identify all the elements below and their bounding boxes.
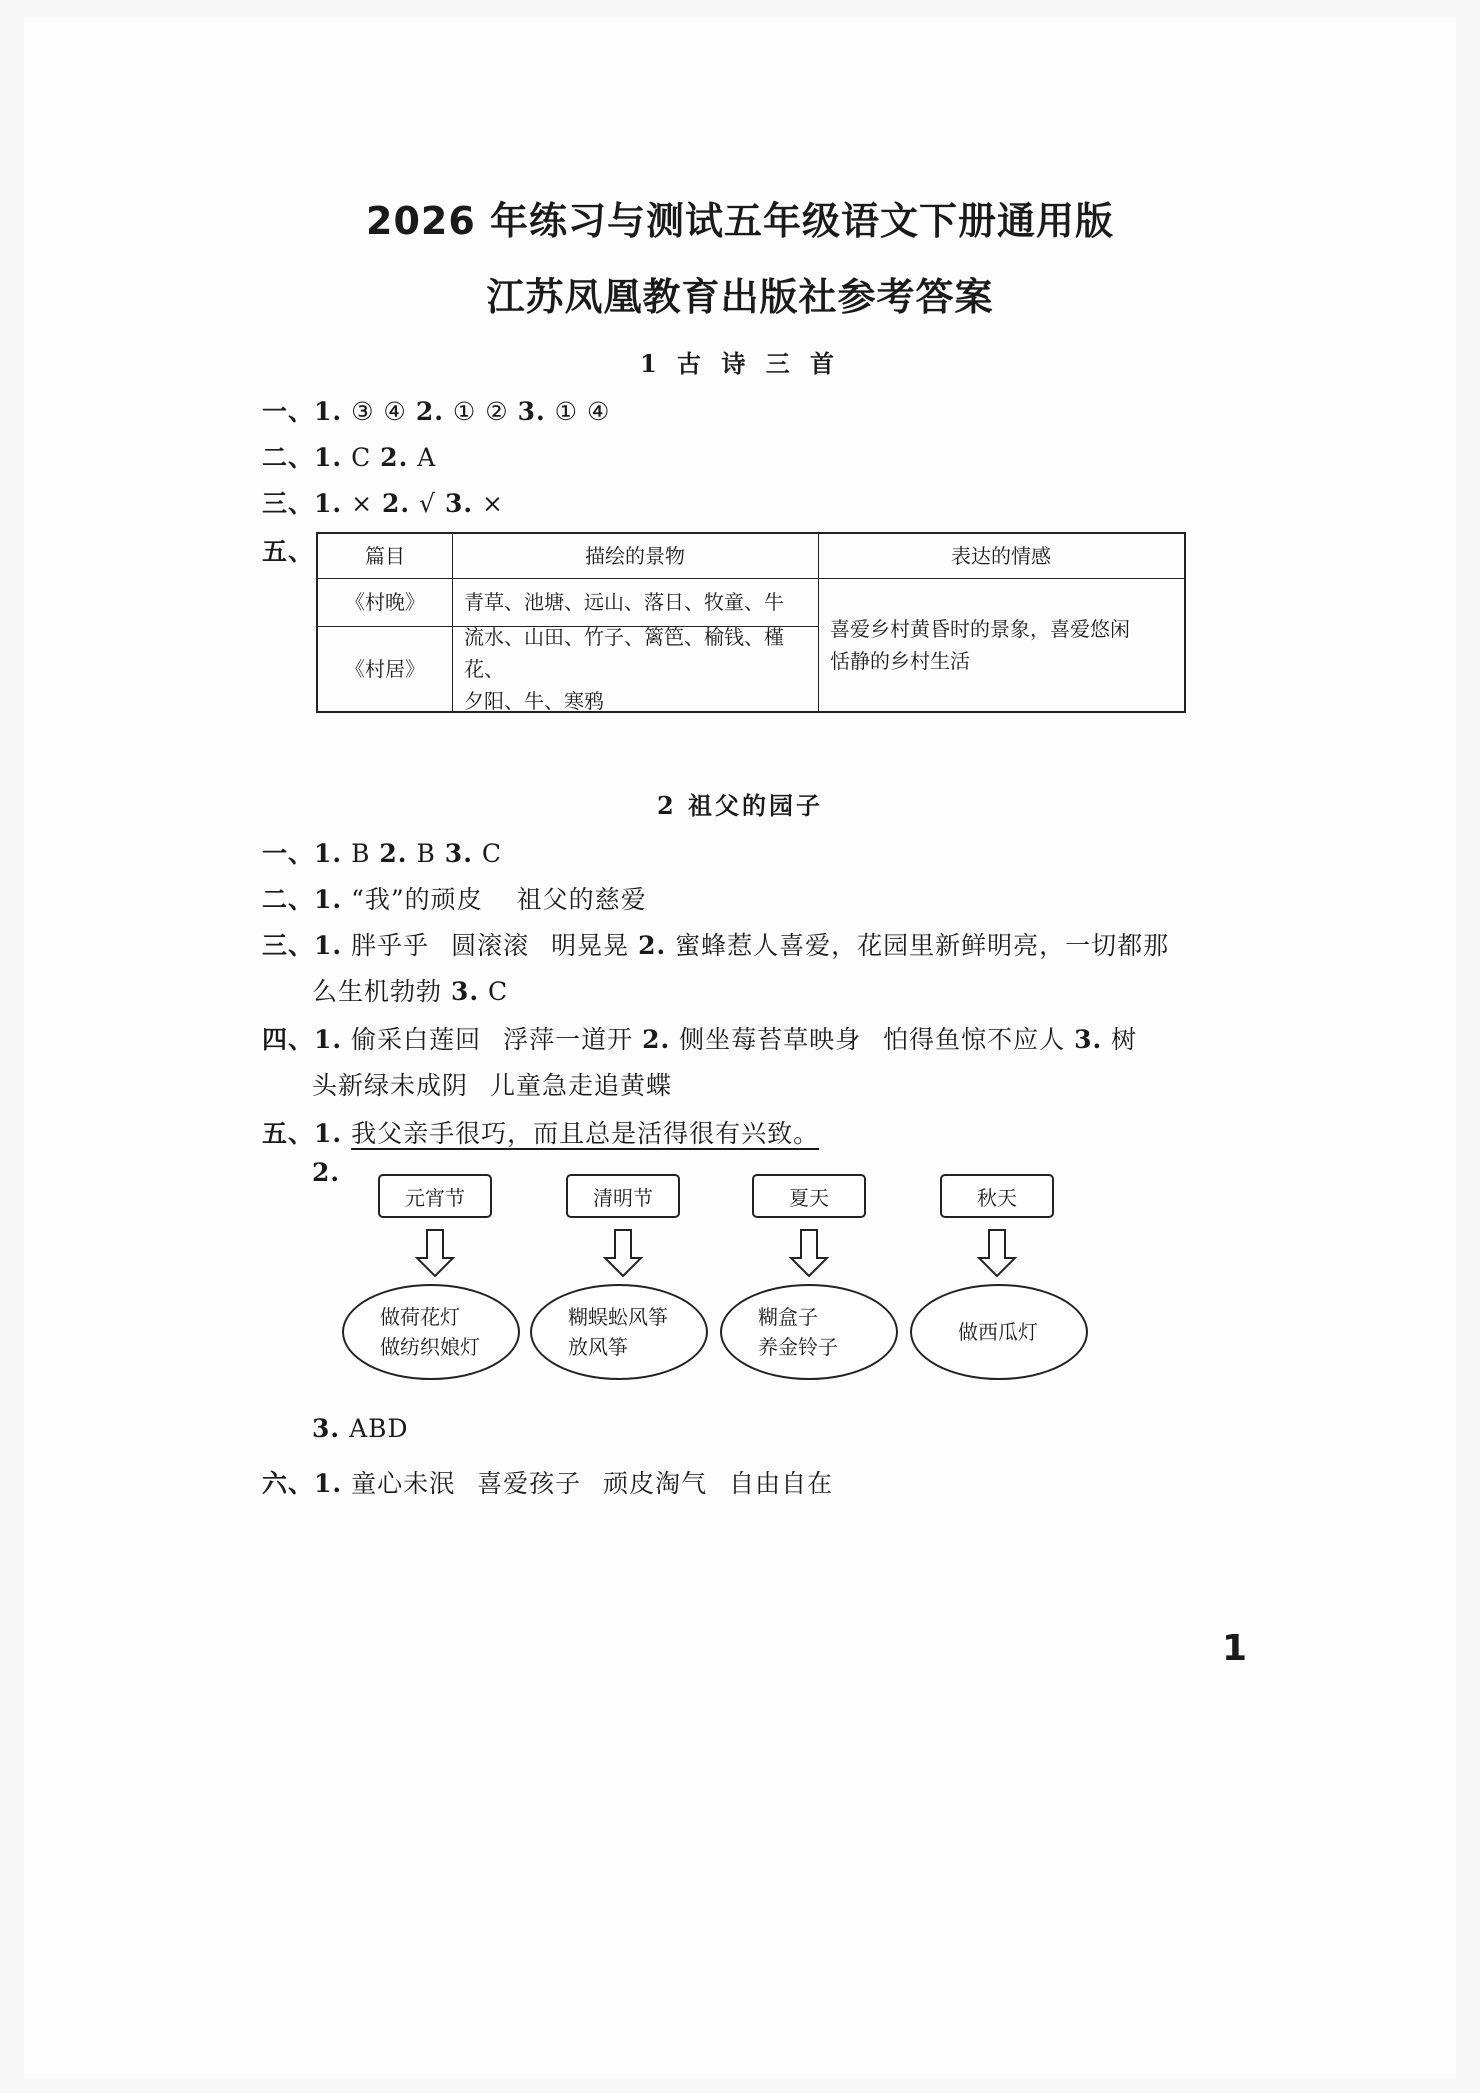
answer: B (351, 839, 371, 868)
activity-text: 糊蜈蚣风筝 (568, 1305, 668, 1329)
down-arrow-icon (415, 1228, 455, 1278)
season-box: 元宵节 (378, 1174, 492, 1218)
q-num: 1. (314, 1025, 343, 1054)
q-label: 一、 (262, 839, 315, 868)
table-cell-title: 《村居》 (345, 656, 425, 681)
answer: 祖父的慈爱 (516, 885, 647, 914)
season-box: 秋天 (940, 1174, 1054, 1218)
answer: 头新绿未成阴 (312, 1071, 469, 1100)
q-num: 1. (314, 885, 343, 914)
q-label: 六、 (262, 1469, 315, 1498)
season-box: 夏天 (752, 1174, 866, 1218)
answer: “我”的顽皮 (351, 885, 483, 914)
q-num: 1. (314, 1119, 343, 1148)
answer: 喜爱孩子 (477, 1469, 582, 1498)
q-num: 1. (314, 443, 343, 472)
page-title: 2026 年练习与测试五年级语文下册通用版 (366, 199, 1114, 243)
answer: ③ ④ (351, 397, 407, 426)
answer: 圆滚滚 (451, 931, 530, 960)
q-label: 四、 (262, 1025, 315, 1054)
q-num: 3. (444, 489, 474, 518)
q-num: 3. (450, 977, 480, 1006)
emotion-line: 喜爱乡村黄昏时的景象，喜爱悠闲 (830, 616, 1130, 641)
l2-q4 (262, 1020, 1137, 1056)
table-header: 篇目 (365, 544, 405, 568)
table-cell-emotion (830, 578, 1180, 711)
answer: 怕得鱼惊不应人 (883, 1025, 1066, 1054)
answer: 么生机勃勃 (312, 977, 443, 1006)
emotion-line: 恬静的乡村生活 (830, 648, 970, 673)
answer: C (351, 443, 372, 472)
answer: 侧坐莓苔草映身 (679, 1025, 862, 1054)
scenery-line: 夕阳、牛、寒鸦 (464, 688, 604, 713)
q-num: 3. (1074, 1025, 1103, 1054)
l1-q5-label: 五、 (262, 537, 315, 566)
l1-q3 (262, 484, 504, 520)
q-num: 3. (312, 1414, 341, 1443)
season-box: 清明节 (566, 1174, 680, 1218)
activity-text: 糊盒子 (758, 1305, 818, 1329)
answer: √ (419, 489, 436, 518)
l2-q5-1 (262, 1114, 819, 1150)
activity-text: 做荷花灯 (380, 1305, 460, 1329)
q-num: 3. (444, 839, 473, 868)
activity-ellipse (530, 1284, 708, 1380)
q-num: 2. (638, 931, 667, 960)
answer: C (488, 977, 509, 1006)
answer-underlined: 我父亲手很巧，而且总是活得很有兴致。 (351, 1119, 820, 1148)
q-num: 2. (415, 397, 444, 426)
answer: ① ② (452, 397, 509, 426)
answer: 浮萍一道开 (503, 1025, 634, 1054)
q-label: 三、 (262, 489, 315, 518)
answer: ABD (349, 1414, 409, 1443)
answer: × (351, 489, 374, 518)
table-header: 表达的情感 (951, 544, 1051, 568)
q-num: 1. (314, 839, 343, 868)
q-num: 1. (314, 931, 343, 960)
q-num: 2. (379, 839, 408, 868)
answer: B (416, 839, 436, 868)
table-cell-scenery: 青草、池塘、远山、落日、牧童、牛 (464, 590, 784, 614)
answer: 蜜蜂惹人喜爱，花园里新鲜明亮，一切都那 (675, 931, 1170, 960)
down-arrow-icon (789, 1228, 829, 1278)
activity-text: 做纺织娘灯 (380, 1335, 480, 1359)
table-cell-title: 《村晚》 (345, 590, 425, 614)
l2-q5-2-num: 2. (312, 1158, 341, 1187)
l2-q5-3 (312, 1414, 409, 1443)
q-label: 二、 (262, 885, 315, 914)
activity-text: 做西瓜灯 (958, 1320, 1038, 1344)
l2-q3-cont (312, 972, 508, 1008)
l1-q2 (262, 438, 436, 474)
lesson2-title: 2 祖父的园子 (656, 791, 824, 820)
answer: 自由自在 (729, 1469, 834, 1498)
q-label: 一、 (262, 397, 315, 426)
lesson1-title: 1 古 诗 三 首 (639, 349, 841, 378)
activity-ellipse (720, 1284, 898, 1380)
l2-q2 (262, 880, 647, 916)
answer: A (417, 443, 437, 472)
answer: 偷采白莲回 (351, 1025, 482, 1054)
page-number: 1 (1222, 1628, 1248, 1669)
down-arrow-icon (603, 1228, 643, 1278)
q-label: 五、 (262, 1119, 315, 1148)
answer: 明晃晃 (551, 931, 630, 960)
q-num: 2. (381, 489, 411, 518)
q-num: 2. (380, 443, 409, 472)
l1-q1 (262, 392, 610, 428)
q-num: 1. (314, 489, 343, 518)
activity-text: 养金铃子 (758, 1335, 838, 1359)
answer: 顽皮淘气 (603, 1469, 708, 1498)
table-cell-scenery (464, 626, 818, 711)
l2-q1 (262, 834, 502, 870)
answer: 儿童急走追黄蝶 (490, 1071, 673, 1100)
down-arrow-icon (977, 1228, 1017, 1278)
activity-ellipse (342, 1284, 520, 1380)
l2-q4-cont (312, 1066, 672, 1102)
table-header: 描绘的景物 (585, 544, 685, 568)
page-subtitle: 江苏凤凰教育出版社参考答案 (486, 275, 994, 319)
q-num: 2. (642, 1025, 671, 1054)
q-num: 3. (517, 397, 546, 426)
q-num: 1. (314, 1469, 343, 1498)
l2-q3 (262, 926, 1169, 962)
answer: 胖乎乎 (351, 931, 430, 960)
answer: × (482, 489, 504, 518)
answer: ① ④ (554, 397, 611, 426)
q-label: 三、 (262, 931, 315, 960)
activity-text: 放风筝 (568, 1335, 628, 1359)
activity-ellipse (910, 1284, 1088, 1380)
l2-q6 (262, 1464, 833, 1500)
answer: 童心未泯 (351, 1469, 456, 1498)
poem-table (316, 532, 1186, 713)
q-label: 二、 (262, 443, 315, 472)
answer: C (481, 839, 502, 868)
q-num: 1. (314, 397, 343, 426)
scenery-line: 流水、山田、竹子、篱笆、榆钱、槿花、 (464, 624, 784, 681)
answer: 树 (1111, 1025, 1138, 1054)
